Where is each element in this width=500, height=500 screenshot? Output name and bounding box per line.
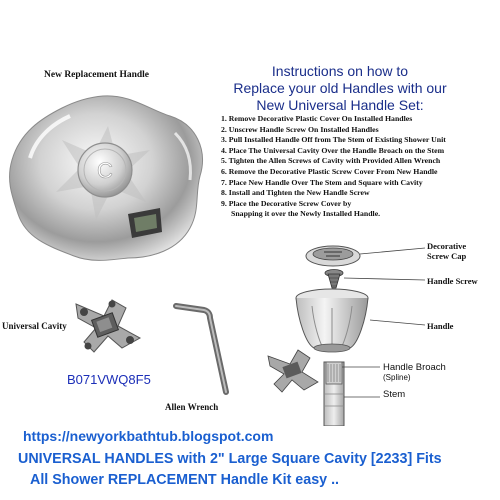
step-item: 9. Place the Decorative Screw Cover by — [221, 198, 352, 208]
universal-cavity-label: Universal Cavity — [2, 321, 67, 331]
handle-screw-icon — [325, 270, 343, 289]
stem-label: Stem — [383, 389, 406, 400]
step-item: 7. Place New Handle Over The Stem and Square with Cavity — [221, 177, 423, 187]
product-title-line1: UNIVERSAL HANDLES with 2" Large Square Cavity [2233] Fits — [18, 451, 442, 467]
instructions-title-line2: Replace your old Handles with our — [233, 80, 447, 96]
handle-logo-letter: C — [97, 158, 113, 183]
step-item: 8. Install and Tighten the New Handle Screw — [221, 188, 370, 198]
universal-cavity-image — [68, 290, 150, 358]
handle-cup-icon — [296, 289, 368, 352]
step-item: 5. Tighten the Allen Screws of Cavity with Provided Allen Wrench — [221, 156, 441, 166]
decorative-cap-label-line1: Decorative — [427, 241, 467, 251]
decorative-cap-label-line2: Screw Cap — [427, 251, 467, 261]
part-number: B071VWQ8F5 — [67, 372, 151, 387]
new-handle-label: New Replacement Handle — [44, 70, 150, 80]
decorative-screw-cap-label — [427, 241, 466, 261]
allen-wrench-image — [168, 292, 238, 404]
step-item: 6. Remove the Decorative Plastic Screw Cover From New Handle — [221, 166, 438, 176]
product-title-line2: All Shower REPLACEMENT Handle Kit easy .. — [30, 472, 340, 488]
step-item: 4. Place The Universal Cavity Over the Handle Broach on the Stem — [221, 145, 445, 155]
spline-label: (Spline) — [383, 373, 411, 382]
handle-screw-label: Handle Screw — [427, 276, 478, 286]
step-item: 2. Unscrew Handle Screw On Installed Handles — [221, 124, 379, 134]
handle-label: Handle — [427, 321, 454, 331]
handle-broach-label: Handle Broach — [383, 362, 446, 373]
stem-icon — [324, 362, 344, 426]
chrome-handle-image — [0, 88, 212, 268]
step-item: 1. Remove Decorative Plastic Cover On Installed Handles — [221, 114, 413, 123]
blog-url-link[interactable]: https://newyorkbathtub.blogspot.com — [23, 428, 274, 444]
instructions-title-line1: Instructions on how to — [271, 63, 409, 79]
diagram-cavity-icon — [268, 350, 318, 392]
decorative-screw-cap-icon — [306, 246, 360, 266]
instructions-title-line3: New Universal Handle Set: — [256, 97, 424, 113]
exploded-assembly-diagram — [262, 236, 500, 426]
step-item: Snapping it over the Newly Installed Handle. — [231, 209, 381, 219]
instruction-steps — [221, 114, 500, 220]
instructions-title — [222, 63, 458, 114]
step-item: 3. Pull Installed Handle Off from The Stem of Existing Shower Unit — [221, 135, 446, 145]
allen-wrench-label: Allen Wrench — [165, 402, 219, 412]
